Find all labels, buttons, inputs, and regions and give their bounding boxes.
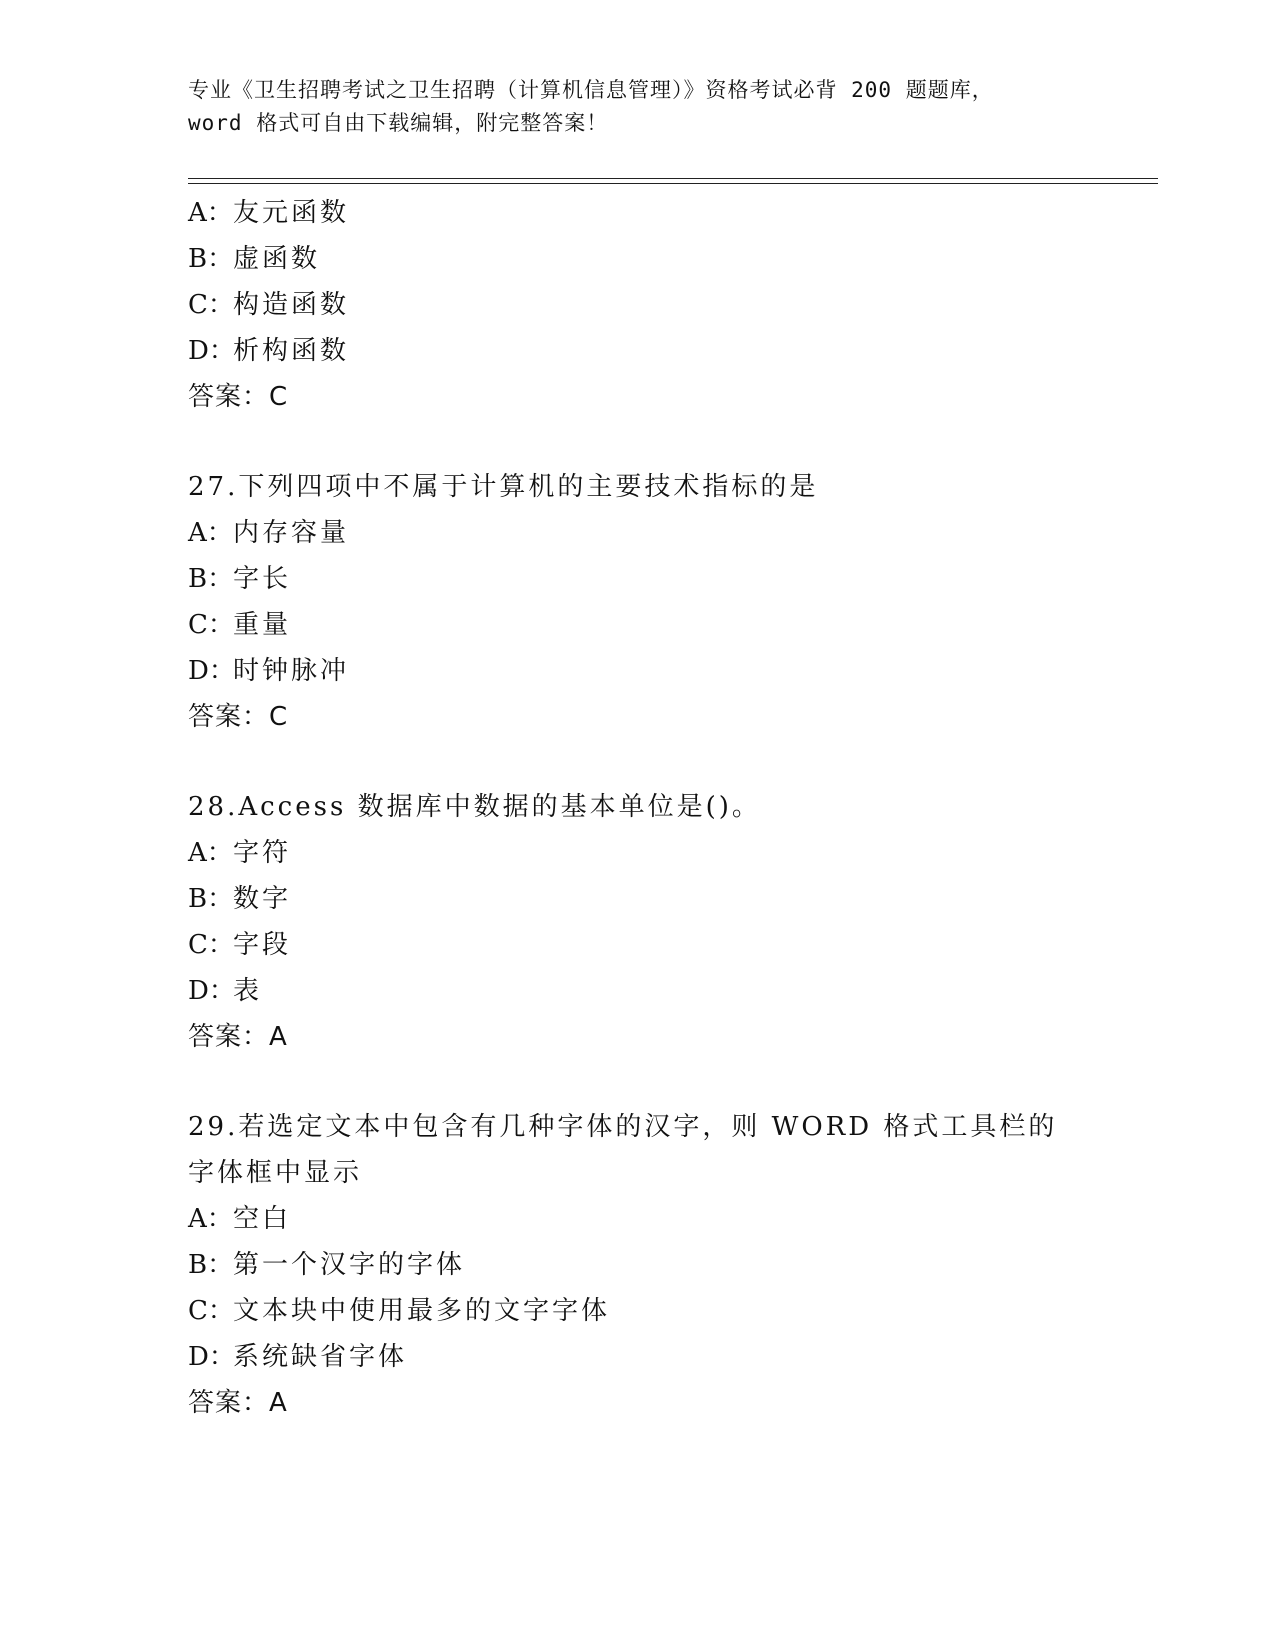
header-divider-top (188, 178, 1158, 179)
option-key: C： (188, 1296, 234, 1326)
option-b (188, 556, 1088, 602)
option-text: 数字 (233, 884, 292, 914)
option-text: 文本块中使用最多的文字字体 (233, 1296, 611, 1326)
option-a (188, 510, 1088, 556)
option-text: 字段 (233, 930, 292, 960)
option-key: D： (188, 1342, 235, 1372)
question-block-29 (188, 1104, 1088, 1426)
question-text: 27.下列四项中不属于计算机的主要技术指标的是 (188, 472, 819, 502)
option-text: 字长 (233, 564, 292, 594)
option-text: 构造函数 (233, 290, 350, 320)
option-key: A： (188, 1204, 233, 1234)
question-list (188, 190, 1088, 1426)
option-d (188, 1334, 1088, 1380)
option-key: B： (188, 1250, 234, 1280)
option-c (188, 1288, 1088, 1334)
option-a (188, 1196, 1088, 1242)
option-a (188, 190, 1088, 236)
option-d (188, 328, 1088, 374)
option-key: A： (188, 518, 233, 548)
question-text: 28.Access 数据库中数据的基本单位是()。 (188, 792, 761, 822)
header-line-1: 专业《卫生招聘考试之卫生招聘（计算机信息管理）》资格考试必背 200 题题库， (188, 78, 994, 102)
option-text: 空白 (233, 1204, 292, 1234)
option-c (188, 602, 1088, 648)
question-block-continued (188, 190, 1088, 420)
option-text: 重量 (233, 610, 292, 640)
option-text: 第一个汉字的字体 (233, 1250, 466, 1280)
option-c (188, 922, 1088, 968)
option-b (188, 236, 1088, 282)
option-key: C： (188, 610, 234, 640)
option-key: C： (188, 930, 234, 960)
header-line-2: word 格式可自由下载编辑，附完整答案！ (188, 111, 609, 135)
option-key: D： (188, 976, 235, 1006)
option-text: 表 (233, 976, 263, 1006)
option-key: D： (188, 656, 235, 686)
option-c (188, 282, 1088, 328)
option-key: A： (188, 838, 233, 868)
header-divider-bottom (188, 183, 1158, 184)
option-key: B： (188, 884, 234, 914)
option-text: 友元函数 (233, 198, 350, 228)
option-d (188, 648, 1088, 694)
option-key: A： (188, 198, 233, 228)
question-block-27 (188, 464, 1088, 740)
option-b (188, 876, 1088, 922)
option-text: 字符 (233, 838, 292, 868)
option-text: 时钟脉冲 (233, 656, 350, 686)
answer-line: 答案：A (188, 1388, 288, 1418)
answer-line: 答案：C (188, 382, 289, 412)
option-text: 内存容量 (233, 518, 350, 548)
option-text: 系统缺省字体 (233, 1342, 408, 1372)
option-d (188, 968, 1088, 1014)
option-key: C： (188, 290, 234, 320)
option-text: 析构函数 (233, 336, 350, 366)
answer-line: 答案：C (188, 702, 289, 732)
option-b (188, 1242, 1088, 1288)
question-block-28 (188, 784, 1088, 1060)
option-a (188, 830, 1088, 876)
option-key: D： (188, 336, 235, 366)
option-key: B： (188, 564, 234, 594)
answer-line: 答案：A (188, 1022, 288, 1052)
option-key: B： (188, 244, 234, 274)
question-text: 29.若选定文本中包含有几种字体的汉字，则 WORD 格式工具栏的字体框中显示 (188, 1112, 1058, 1188)
document-header (188, 74, 1088, 140)
option-text: 虚函数 (233, 244, 321, 274)
